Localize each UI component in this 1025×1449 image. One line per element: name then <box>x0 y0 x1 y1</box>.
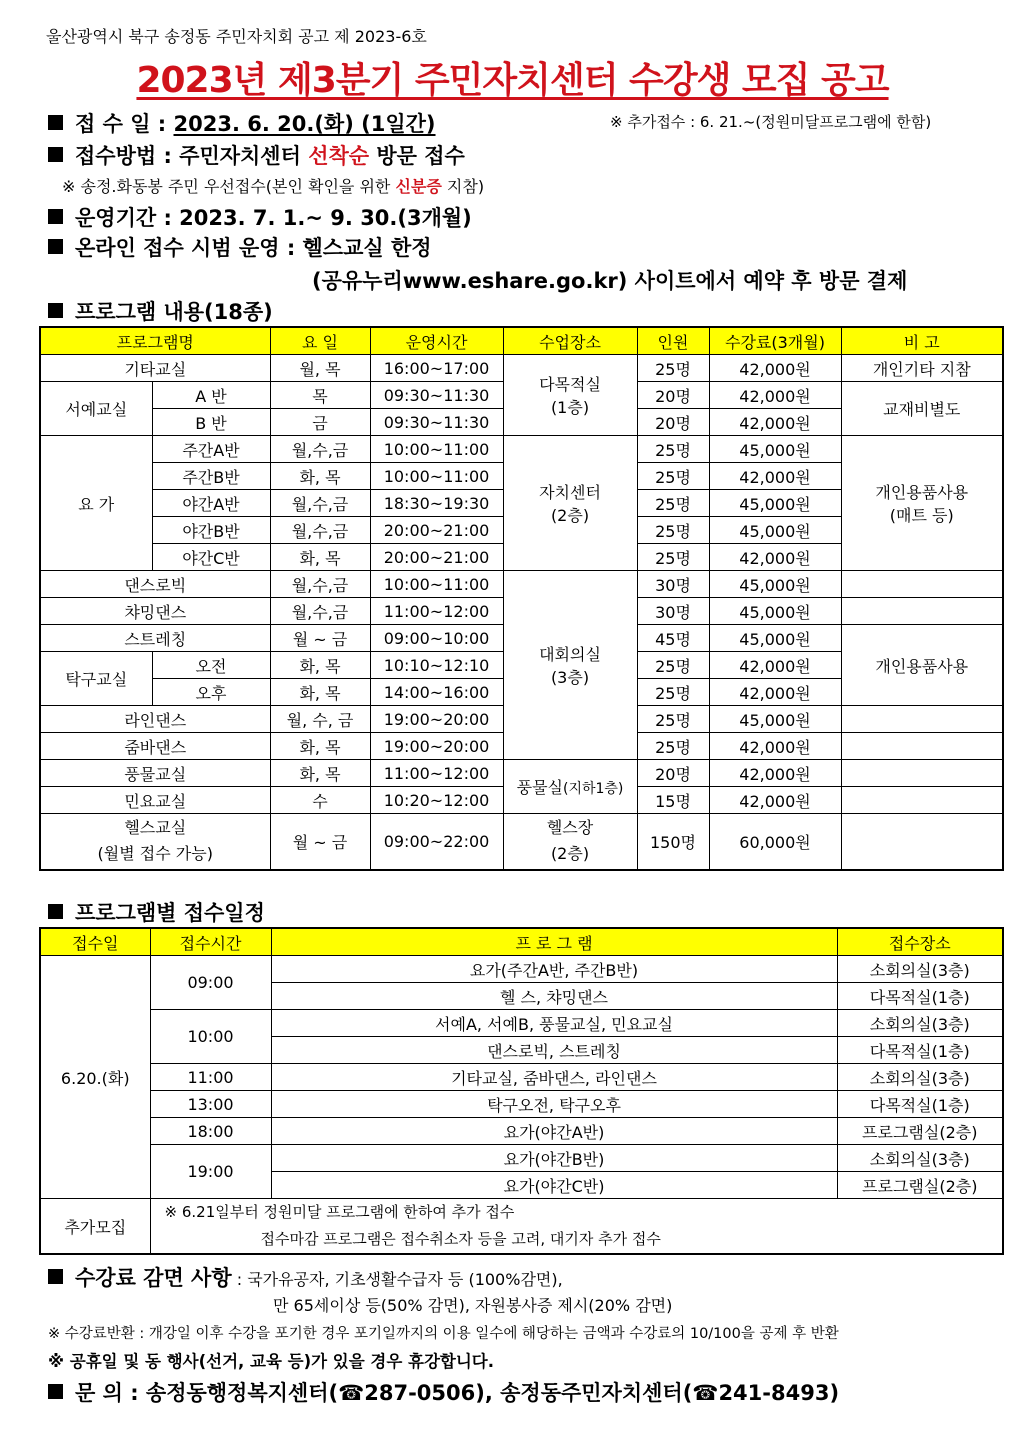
table-row: 탁구교실 오전 화, 목 10:10~12:10 25명 42,000원 <box>40 652 1003 679</box>
column-header: 접수일 <box>40 928 150 956</box>
table-row: 스트레칭 월 ~ 금 09:00~10:00 45명 45,000원 개인용품사용 <box>40 625 1003 652</box>
square-bullet-icon <box>48 147 63 162</box>
table-row: 추가모집 ※ 6.21일부터 정원미달 프로그램에 한하여 추가 접수 접수마감 프로그램은 접수취소자 등을 고려, 대기자 추가 접수 <box>40 1199 1003 1255</box>
table-row: 요 가 주간A반 월,수,금 10:00~11:00 자치센터 (2층) 25명 45,000원 개인용품사용 (매트 등) <box>40 436 1003 463</box>
table-row: 주간B반 화, 목 10:00~11:00 25명 42,000원 <box>40 463 1003 490</box>
holiday-text: ※ 공휴일 및 동 행사(선거, 교육 등)가 있을 경우 휴강합니다. <box>48 1352 495 1371</box>
schedule-heading-text: 프로그램별 접수일정 <box>75 901 265 925</box>
table-header-row <box>40 327 1003 355</box>
priority-suffix: 지참) <box>441 177 485 196</box>
program-table <box>39 326 1004 871</box>
table-header-row <box>40 928 1003 956</box>
page-title: 2023년 제3분기 주민자치센터 수강생 모집 공고 <box>136 60 889 101</box>
online-line <box>48 232 432 262</box>
table-row: 10:00 서예A, 서예B, 풍물교실, 민요교실 소회의실(3층) <box>40 1010 1003 1037</box>
online-text: 온라인 접수 시범 운영 : 헬스교실 한정 <box>75 236 432 260</box>
table-row: 야간C반 화, 목 20:00~21:00 25명 42,000원 <box>40 544 1003 571</box>
priority-line <box>62 174 484 197</box>
table-row: 민요교실 수 10:20~12:00 15명 42,000원 <box>40 787 1003 814</box>
table-row: 헬 스, 챠밍댄스 다목적실(1층) <box>40 983 1003 1010</box>
square-bullet-icon <box>48 1269 63 1284</box>
note-cell: 개인용품사용 (매트 등) <box>841 436 1003 571</box>
extra-note-1: ※ 6.21일부터 정원미달 프로그램에 한하여 추가 접수 <box>164 1203 515 1221</box>
table-row: 헬스교실 (월별 접수 가능) 월 ~ 금 09:00~22:00 헬스장 (2층) 150명 60,000원 <box>40 814 1003 870</box>
square-bullet-icon <box>48 115 63 130</box>
notice-number: 울산광역시 북구 송정동 주민자치회 공고 제 2023-6호 <box>46 27 427 46</box>
column-header: 수업장소 <box>503 327 637 355</box>
health-name-cell: 헬스교실 (월별 접수 가능) <box>40 814 270 870</box>
table-row: 야간A반 월,수,금 18:30~19:30 25명 45,000원 <box>40 490 1003 517</box>
reception-extra: ※ 추가접수 : 6. 21.~(정원미달프로그램에 한함) <box>610 113 932 131</box>
contact-line <box>48 1377 839 1407</box>
discount-label: 수강료 감면 사항 <box>75 1266 232 1290</box>
discount-text-2: 만 65세이상 등(50% 감면), 자원봉사증 제시(20% 감면) <box>273 1296 673 1315</box>
period-text: 운영기간 : 2023. 7. 1.~ 9. 30.(3개월) <box>75 206 472 230</box>
place-cell: 다목적실 (1층) <box>503 355 637 436</box>
schedule-table <box>39 927 1004 1255</box>
table-row: 기타교실 월, 목 16:00~17:00 다목적실 (1층) 25명 42,000원 개인기타 지참 <box>40 355 1003 382</box>
online-sub: (공유누리www.eshare.go.kr) 사이트에서 예약 후 방문 결제 <box>312 269 908 293</box>
method-line <box>48 140 465 170</box>
square-bullet-icon <box>48 209 63 224</box>
column-header: 운영시간 <box>370 327 503 355</box>
place-cell: 자치센터 (2층) <box>503 436 637 571</box>
column-header: 프 로 그 램 <box>271 928 837 956</box>
discount-text-1: : 국가유공자, 기초생활수급자 등 (100%감면), <box>231 1270 563 1289</box>
extra-note-2: 접수마감 프로그램은 접수취소자 등을 고려, 대기자 추가 접수 <box>260 1230 661 1248</box>
column-header: 비 고 <box>841 327 1003 355</box>
program-heading <box>48 296 273 326</box>
column-header: 수강료(3개월) <box>709 327 841 355</box>
extra-note-cell <box>150 1199 1003 1255</box>
square-bullet-icon <box>48 303 63 318</box>
table-row: 야간B반 월,수,금 20:00~21:00 25명 45,000원 <box>40 517 1003 544</box>
place-cell: 대회의실 (3층) <box>503 571 637 760</box>
place-cell: 헬스장 (2층) <box>503 814 637 870</box>
schedule-heading <box>48 897 265 927</box>
table-row: 13:00 탁구오전, 탁구오후 다목적실(1층) <box>40 1091 1003 1118</box>
table-row: 풍물교실 화, 목 11:00~12:00 풍물실(지하1층) 20명 42,000원 <box>40 760 1003 787</box>
table-row: 라인댄스 월, 수, 금 19:00~20:00 25명 45,000원 <box>40 706 1003 733</box>
table-row: 18:00 요가(야간A반) 프로그램실(2층) <box>40 1118 1003 1145</box>
table-row: 챠밍댄스 월,수,금 11:00~12:00 30명 45,000원 <box>40 598 1003 625</box>
table-row: 댄스로빅 월,수,금 10:00~11:00 대회의실 (3층) 30명 45,000원 <box>40 571 1003 598</box>
contact-text: 문 의 : 송정동행정복지센터(☎287-0506), 송정동주민자치센터(☎241-8493) <box>75 1381 840 1405</box>
reception-label: 접 수 일 : <box>75 112 174 136</box>
method-prefix: 접수방법 : 주민자치센터 <box>75 144 309 168</box>
table-row: 줌바댄스 화, 목 19:00~20:00 25명 42,000원 <box>40 733 1003 760</box>
place-cell: 풍물실(지하1층) <box>503 760 637 814</box>
square-bullet-icon <box>48 904 63 919</box>
square-bullet-icon <box>48 1384 63 1399</box>
column-header: 인원 <box>637 327 709 355</box>
program-heading-text: 프로그램 내용(18종) <box>75 300 273 324</box>
table-row: 오후 화, 목 14:00~16:00 25명 42,000원 <box>40 679 1003 706</box>
table-row: 19:00 요가(야간B반) 소회의실(3층) <box>40 1145 1003 1172</box>
table-row: 서예교실 A 반 목 09:30~11:30 20명 42,000원 교재비별도 <box>40 382 1003 409</box>
priority-prefix: ※ 송정.화동봉 주민 우선접수(본인 확인을 위한 <box>62 177 396 196</box>
column-header: 접수장소 <box>837 928 1003 956</box>
method-highlight: 선착순 <box>308 144 370 168</box>
table-row: 6.20.(화) 09:00 요가(주간A반, 주간B반) 소회의실(3층) <box>40 956 1003 983</box>
method-suffix: 방문 접수 <box>369 144 465 168</box>
square-bullet-icon <box>48 239 63 254</box>
priority-highlight: 신분증 <box>395 177 442 196</box>
column-header: 접수시간 <box>150 928 271 956</box>
period-line <box>48 202 472 232</box>
table-row: B 반 금 09:30~11:30 20명 42,000원 <box>40 409 1003 436</box>
column-header: 프로그램명 <box>40 327 270 355</box>
column-header: 요 일 <box>270 327 370 355</box>
table-row: 댄스로빅, 스트레칭 다목적실(1층) <box>40 1037 1003 1064</box>
refund-text: ※ 수강료반환 : 개강일 이후 수강을 포기한 경우 포기일까지의 이용 일수에 해당하는 금액과 수강료의 10/100을 공제 후 반환 <box>48 1326 839 1342</box>
reception-value: 2023. 6. 20.(화) (1일간) <box>173 112 436 136</box>
reception-date-line <box>48 108 436 138</box>
table-row: 요가(야간C반) 프로그램실(2층) <box>40 1172 1003 1199</box>
table-row: 11:00 기타교실, 줌바댄스, 라인댄스 소회의실(3층) <box>40 1064 1003 1091</box>
discount-line <box>48 1262 563 1292</box>
